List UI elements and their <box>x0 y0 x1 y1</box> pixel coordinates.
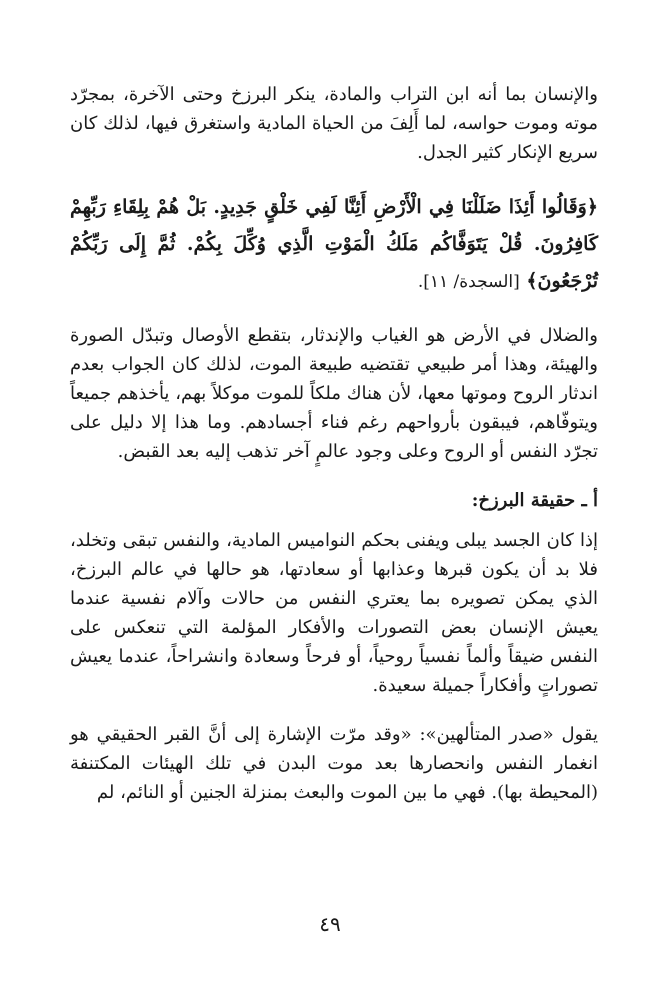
paragraph-explanation: والضلال في الأرض هو الغياب والإندثار، بتقطع الأوصال وتبدّل الصورة والهيئة، وهذا أمر طبيعي تقتضيه طبيعة الموت، لذلك كان الجواب بعدم اندثار الروح وموتها معها، لأن هناك ملكاً للموت موكلاً بهم، يأخذهم جميعاً ويتوفّاهم، فيبقون بأرواحهم رغم فناء أجسادهم. وما هذا إلا دليل على تجرّد النفس أو الروح وعلى وجود عالمٍ آخر تذهب إليه بعد القبض. <box>70 325 598 462</box>
paragraph-quote: يقول «صدر المتألهين»: «وقد مرّت الإشارة إلى أنَّ القبر الحقيقي هو انغمار النفس وانحصارها بعد موت البدن في تلك الهيئات المكتنفة (المحيطة بها). فهي ما بين الموت والبعث بمنزلة الجنين أو النائم، لم <box>70 724 598 803</box>
paragraph-barzakh: إذا كان الجسد يبلى ويفنى بحكم النواميس المادية، والنفس تبقى وتخلد، فلا بد أن يكون قبرها وعذابها أو سعادتها، هو حالها في عالم البرزخ، الذي يمكن تصويره بما يعتري النفس من حالات وآلام نفسية عندما يعيش الإنسان بعض التصورات والأفكار المؤلمة التي تنعكس على النفس ضيقاً وألماً نفسياً روحياً، أو فرحاً وسعادة وانشراحاً، عندما يعيش تصوراتٍ وأفكاراً جميلة سعيدة. <box>70 530 598 696</box>
paragraph-intro: والإنسان بما أنه ابن التراب والمادة، ينكر البرزخ وحتى الآخرة، بمجرّد موته وموت حواسه، لما أَلِفَ من الحياة المادية واستغرق فيها، لذلك كان سريع الإنكار كثير الجدل. <box>70 84 598 163</box>
verse-text: ﴿وَقَالُوا أَئِذَا ضَلَلْنَا فِي الْأَرْضِ أَئِنَّا لَفِي خَلْقٍ جَدِيدٍ. بَلْ هُمْ بِلِقَاءِ رَبِّهِمْ كَافِرُونَ. قُلْ يَتَوَفَّاكُم مَلَكُ الْمَوْتِ الَّذِي وُكِّلَ بِكُمْ. ثُمَّ إِلَى رَبِّكُمْ تُرْجَعُونَ﴾ <box>70 196 598 292</box>
quran-verse <box>70 189 598 301</box>
section-heading: أ ـ حقيقة البرزخ: <box>471 490 598 511</box>
page-number: ٤٩ <box>319 912 341 936</box>
verse-reference: [السجدة/ ١١]. <box>417 272 520 292</box>
